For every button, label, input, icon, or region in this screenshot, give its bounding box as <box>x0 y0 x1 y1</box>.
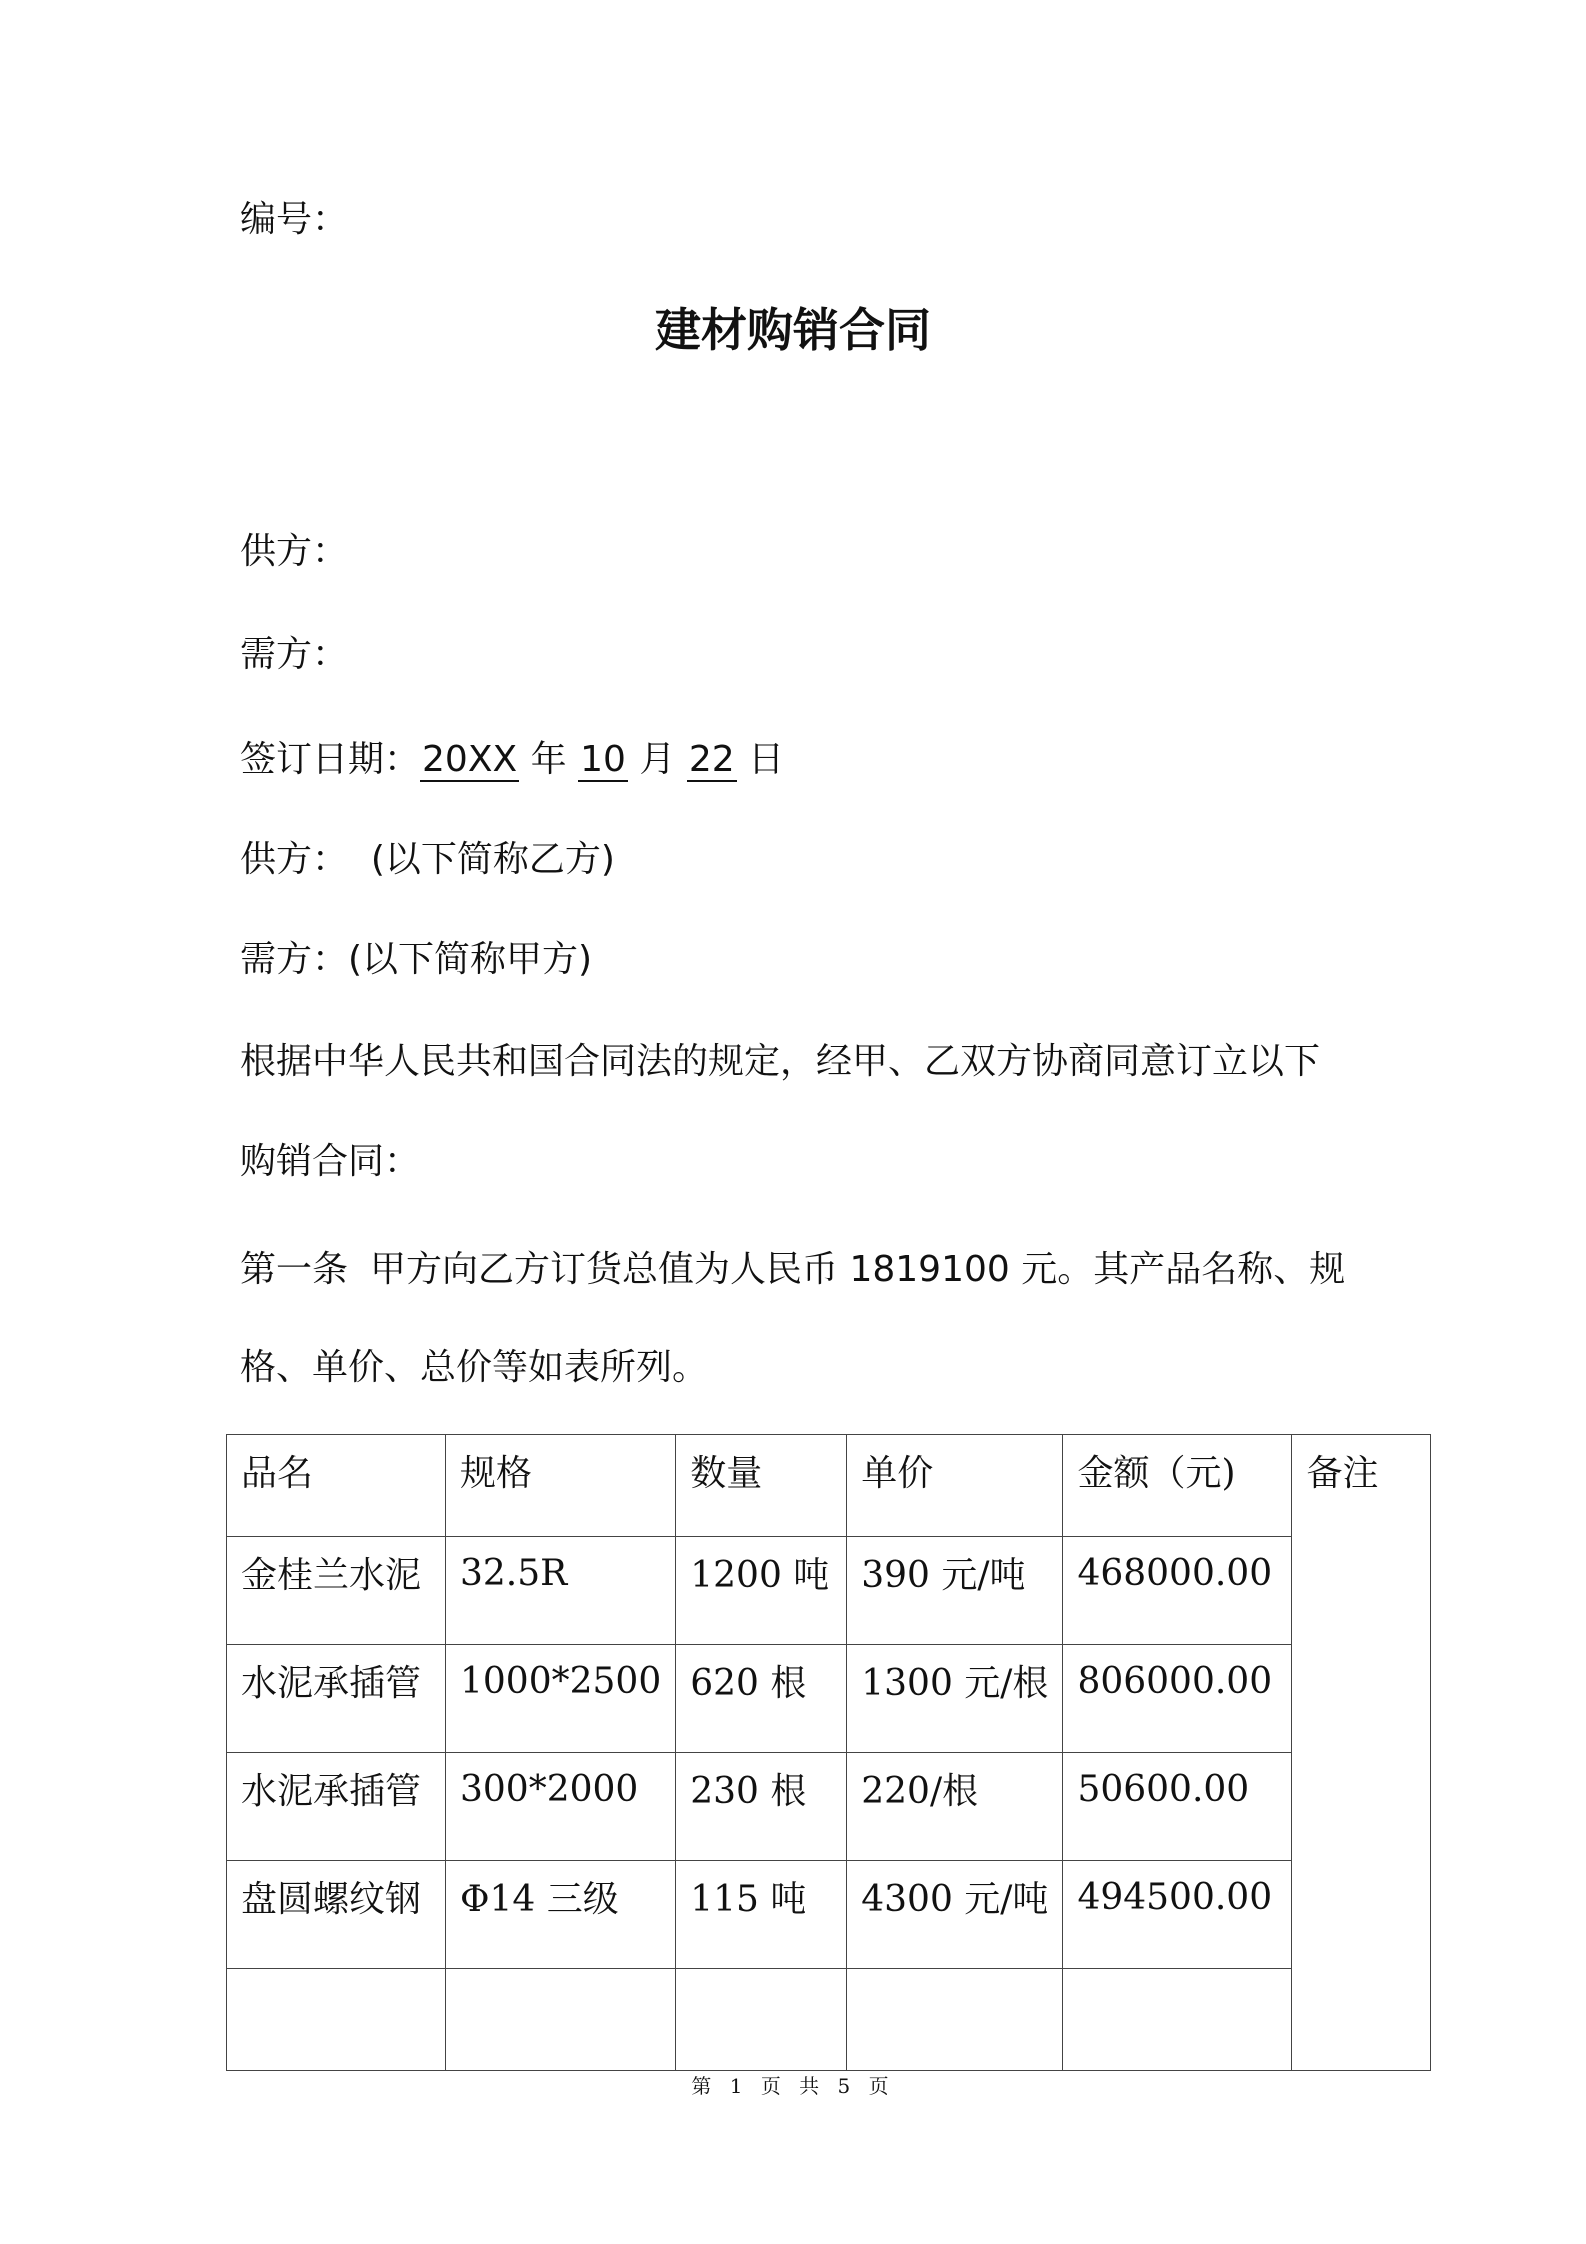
cell-amount: 494500.00 <box>1063 1861 1292 1969</box>
cell-quantity <box>676 1969 847 2071</box>
header-quantity: 数量 <box>676 1435 847 1537</box>
table-row <box>227 1645 1431 1753</box>
sign-date-day-unit: 日 <box>748 739 785 780</box>
cell-quantity: 115 吨 <box>676 1861 847 1969</box>
header-amount: 金额（元) <box>1063 1435 1292 1537</box>
cell-spec: 300*2000 <box>446 1753 676 1861</box>
cell-unit-price: 4300 元/吨 <box>847 1861 1063 1969</box>
cell-quantity: 230 根 <box>676 1753 847 1861</box>
table-header-row <box>227 1435 1431 1537</box>
cell-amount: 50600.00 <box>1063 1753 1292 1861</box>
sign-date-month: 10 <box>580 739 626 780</box>
cell-spec: Φ14 三级 <box>446 1861 676 1969</box>
cell-product: 金桂兰水泥 <box>227 1537 446 1645</box>
sign-date-year-unit: 年 <box>530 739 567 780</box>
cell-quantity: 1200 吨 <box>676 1537 847 1645</box>
article-1-line-2: 格、单价、总价等如表所列。 <box>240 1347 709 1388</box>
supplier-alias-line: 供方： (以下简称乙方) <box>240 839 615 880</box>
table-row <box>227 1969 1431 2071</box>
cell-amount: 806000.00 <box>1063 1645 1292 1753</box>
cell-unit-price: 1300 元/根 <box>847 1645 1063 1753</box>
cell-spec: 32.5R <box>446 1537 676 1645</box>
cell-product: 水泥承插管 <box>227 1753 446 1861</box>
article-1-text: 甲方向乙方订货总值为人民币 1819100 元。其产品名称、规 <box>370 1249 1346 1290</box>
article-1-heading: 第一条 <box>240 1249 349 1290</box>
header-spec: 规格 <box>446 1435 676 1537</box>
sign-date-day: 22 <box>688 739 735 780</box>
buyer-field: 需方： <box>240 634 349 675</box>
cell-product: 盘圆螺纹钢 <box>227 1861 446 1969</box>
cell-spec <box>446 1969 676 2071</box>
table-row <box>227 1861 1431 1969</box>
cell-amount <box>1063 1969 1292 2071</box>
cell-product <box>227 1969 446 2071</box>
cell-unit-price: 390 元/吨 <box>847 1537 1063 1645</box>
sign-date-year: 20XX <box>422 739 518 780</box>
basis-paragraph-line-2: 购销合同： <box>240 1141 421 1182</box>
table-row <box>227 1537 1431 1645</box>
document-number-label: 编号： <box>240 199 349 240</box>
supplier-field: 供方： <box>240 531 349 572</box>
goods-table <box>226 1434 1431 2071</box>
cell-quantity: 620 根 <box>676 1645 847 1753</box>
article-1-line-1 <box>240 1248 1345 1292</box>
sign-date-label: 签订日期： <box>240 739 421 780</box>
buyer-alias-line: 需方：(以下简称甲方) <box>240 939 593 980</box>
basis-paragraph-line-1: 根据中华人民共和国合同法的规定，经甲、乙双方协商同意订立以下 <box>240 1041 1321 1082</box>
table-row <box>227 1753 1431 1861</box>
header-product-name: 品名 <box>227 1435 446 1537</box>
sign-date-line <box>240 738 784 782</box>
header-unit-price: 单价 <box>847 1435 1063 1537</box>
cell-product: 水泥承插管 <box>227 1645 446 1753</box>
cell-unit-price <box>847 1969 1063 2071</box>
cell-spec: 1000*2500 <box>446 1645 676 1753</box>
sign-date-month-unit: 月 <box>639 739 676 780</box>
cell-unit-price: 220/根 <box>847 1753 1063 1861</box>
document-title: 建材购销合同 <box>655 303 931 357</box>
cell-amount: 468000.00 <box>1063 1537 1292 1645</box>
header-remarks: 备注 <box>1292 1435 1431 2071</box>
page-footer: 第 1 页 共 5 页 <box>691 2074 895 2098</box>
